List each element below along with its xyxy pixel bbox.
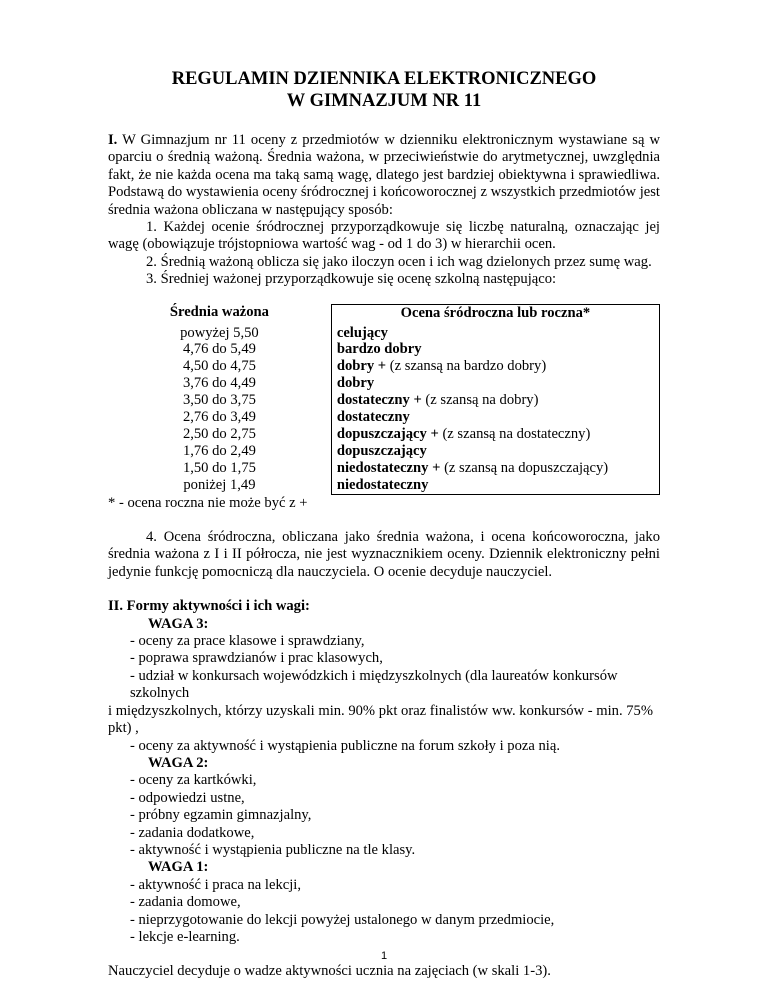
grade-note: (z szansą na bardzo dobry) <box>386 358 547 375</box>
row-average: 4,50 do 4,75 <box>182 358 256 375</box>
row-average: 3,76 do 4,49 <box>182 375 256 392</box>
grades-table-row <box>108 358 660 375</box>
section1-point2: 2. Średnią ważoną oblicza się jako iloczyn ocen i ich wag dzielonych przez sumę wag. <box>146 253 652 270</box>
row-average: 1,50 do 1,75 <box>182 459 256 476</box>
section2-heading: II. Formy aktywności i ich wagi: <box>108 598 310 615</box>
grades-table-row <box>108 460 660 477</box>
grade-name: dobry <box>336 375 375 392</box>
row-average: powyżej 5,50 <box>180 324 259 341</box>
grade-name: dobry + <box>336 358 387 375</box>
document-page <box>108 68 660 981</box>
section1-intro <box>108 132 660 219</box>
row-grade <box>331 409 659 426</box>
list-item: - próbny egzamin gimnazjalny, <box>130 807 312 824</box>
grade-name: celujący <box>336 324 388 341</box>
list-item: - lekcje e-learning. <box>130 928 240 945</box>
row-grade <box>331 375 659 392</box>
list-item: - udział w konkursach wojewódzkich i międzyszkolnych (dla laureatów konkursów szkolnych <box>130 667 618 702</box>
page-number: 1 <box>380 950 388 962</box>
grades-table-row <box>108 477 660 494</box>
grades-table-row <box>108 392 660 409</box>
grades-table-row <box>108 375 660 392</box>
row-grade <box>331 477 659 494</box>
list-item: - zadania dodatkowe, <box>130 824 255 841</box>
grade-note: (z szansą na dobry) <box>421 392 539 409</box>
row-grade <box>331 443 659 460</box>
row-grade <box>331 392 659 409</box>
list-item: - odpowiedzi ustne, <box>130 789 245 806</box>
waga3-label: WAGA 3: <box>148 615 209 632</box>
section1-point1: 1. Każdej ocenie śródrocznej przyporządkowuje się liczbę naturalną, oznaczając jej wagę (obowiązuje trójstopniowa wartość wag - od 1 do 3) w hierarchii ocen. <box>108 219 660 253</box>
list-item: - oceny za kartkówki, <box>130 772 257 789</box>
row-average: 1,76 do 2,49 <box>182 442 256 459</box>
grades-table-header <box>108 304 660 324</box>
waga2-label: WAGA 2: <box>148 754 209 771</box>
list-item: - nieprzygotowanie do lekcji powyżej ustalonego w danym przedmiocie, <box>130 911 555 928</box>
waga1-label: WAGA 1: <box>148 859 209 876</box>
row-average: poniżej 1,49 <box>183 476 256 493</box>
row-grade <box>331 426 659 443</box>
grade-name: dostateczny <box>336 409 410 426</box>
row-grade <box>331 460 659 477</box>
waga3-wrap-line: i międzyszkolnych, którzy uzyskali min. 90% pkt oraz finalistów ww. konkursów - min. 75% pkt) , <box>108 702 654 737</box>
row-grade <box>331 341 659 358</box>
grade-name: niedostateczny + <box>336 459 441 476</box>
row-grade <box>331 358 659 375</box>
waga3-list <box>108 633 660 703</box>
list-item: - aktywność i praca na lekcji, <box>130 876 301 893</box>
grades-footnote: * - ocena roczna nie może być z + <box>108 494 308 511</box>
row-average: 2,76 do 3,49 <box>182 409 256 426</box>
section1-point3: 3. Średniej ważonej przyporządkowuje się ocenę szkolną następująco: <box>146 271 557 288</box>
grade-name: bardzo dobry <box>336 341 422 358</box>
grades-table-row <box>108 409 660 426</box>
waga1-list <box>108 877 660 947</box>
waga2-list <box>108 772 660 859</box>
grade-name: niedostateczny <box>336 476 429 493</box>
document-title-line1: REGULAMIN DZIENNIKA ELEKTRONICZNEGO <box>171 69 597 89</box>
header-grade: Ocena śródroczna lub roczna* <box>331 304 659 324</box>
grades-table-row <box>108 325 660 342</box>
list-item: - zadania domowe, <box>130 894 241 911</box>
grade-note: (z szansą na dostateczny) <box>438 426 591 442</box>
list-item: - aktywność i wystąpienia publiczne na tle klasy. <box>130 841 416 858</box>
row-average: 4,76 do 5,49 <box>182 341 256 358</box>
list-item: - oceny za prace klasowe i sprawdziany, <box>130 633 365 650</box>
waga3-last-item: - oceny za aktywność i wystąpienia publiczne na forum szkoły i poza nią. <box>130 737 560 754</box>
grade-name: dostateczny + <box>336 392 422 409</box>
grades-table-row <box>108 341 660 358</box>
grade-name: dopuszczający <box>336 442 427 459</box>
list-item: - poprawa sprawdzianów i prac klasowych, <box>130 650 383 667</box>
section1-intro-text: W Gimnazjum nr 11 oceny z przedmiotów w dzienniku elektronicznym wystawiane są w oparciu o średnią ważoną. Średnia ważona, w przeciwieństwie do arytmetycznej, uwzględnia fakt, że nie każda ocena ma taką samą wagę, dlatego jest bardziej obiektywna i sprawiedliwa. Podstawą do wystawienia oceny śródrocznej i końcoworocznej z wszystkich przedmiotów jest średnia ważona obliczana w następujący sposób: <box>108 132 660 218</box>
grade-note: (z szansą na dopuszczający) <box>440 459 609 476</box>
document-title-line2: W GIMNAZJUM NR 11 <box>286 91 482 111</box>
row-average: 3,50 do 3,75 <box>182 392 256 409</box>
section2-closing: Nauczyciel decyduje o wadze aktywności ucznia na zajęciach (w skali 1-3). <box>108 963 551 980</box>
section1-numeral: I. <box>108 132 118 148</box>
row-average: 2,50 do 2,75 <box>182 426 256 442</box>
grades-table <box>108 304 660 495</box>
grade-name: dopuszczający + <box>336 426 439 442</box>
grades-table-row <box>108 426 660 443</box>
grades-table-row <box>108 443 660 460</box>
row-grade <box>331 325 659 342</box>
section1-point4: 4. Ocena śródroczna, obliczana jako średnia ważona, i ocena końcoworoczna, jako średnia ważona z I i II półrocza, nie jest wyznacznikiem oceny. Dziennik elektroniczny pełni jedynie funkcję pomocniczą dla nauczyciela. O ocenie decyduje nauczyciel. <box>108 529 660 580</box>
header-average: Średnia ważona <box>169 304 269 321</box>
